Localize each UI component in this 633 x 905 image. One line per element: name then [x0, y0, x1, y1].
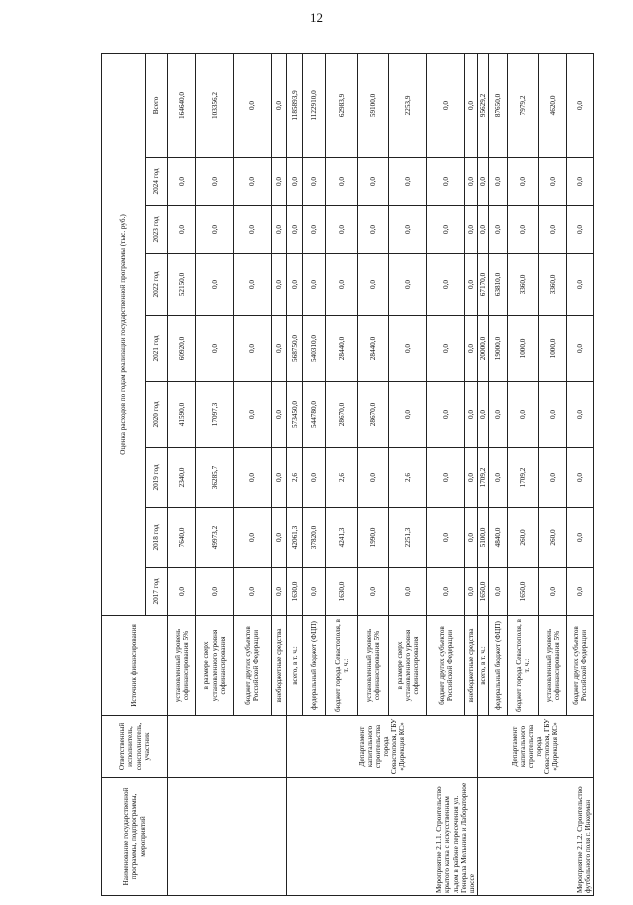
- value-cell: 0,0: [233, 254, 271, 316]
- header-year: 2021 год: [146, 316, 168, 382]
- value-cell: 0,0: [358, 206, 388, 254]
- funding-source-cell: установленный уровень софинансирования 5%: [358, 616, 388, 716]
- value-cell: 41590,0: [168, 382, 196, 448]
- funding-source-cell: установленный уровень софинансирования 5%: [539, 616, 566, 716]
- value-cell: 0,0: [465, 508, 478, 568]
- value-cell: 0,0: [271, 254, 287, 316]
- value-cell: 28440,0: [325, 316, 357, 382]
- value-cell: 0,0: [566, 382, 593, 448]
- value-cell: 0,0: [271, 206, 287, 254]
- value-cell: 42061,3: [287, 508, 303, 568]
- value-cell: 0,0: [427, 53, 465, 157]
- funding-source-cell: бюджет города Севастополя, в т. ч.:: [325, 616, 357, 716]
- header-estimate: Оценка расходов по годам реализации государственной программы (тыс. руб.): [102, 53, 146, 615]
- funding-source-cell: бюджет других субъектов Российской Федерации: [566, 616, 593, 716]
- funding-source-cell: бюджет других субъектов Российской Федерации: [233, 616, 271, 716]
- value-cell: 0,0: [271, 382, 287, 448]
- funding-source-cell: бюджет города Севастополя, в т. ч.:: [508, 616, 539, 716]
- value-cell: 4241,3: [325, 508, 357, 568]
- funding-source-cell: бюджет других субъектов Российской Федерации: [427, 616, 465, 716]
- value-cell: 0,0: [271, 158, 287, 206]
- value-cell: 0,0: [287, 206, 303, 254]
- value-cell: 540310,0: [302, 316, 325, 382]
- value-cell: 260,0: [539, 508, 566, 568]
- value-cell: 0,0: [489, 382, 508, 448]
- funding-source-cell: федеральный бюджет (ФЦП): [489, 616, 508, 716]
- value-cell: 0,0: [539, 448, 566, 508]
- value-cell: 0,0: [566, 206, 593, 254]
- value-cell: 3360,0: [539, 254, 566, 316]
- value-cell: 0,0: [302, 158, 325, 206]
- value-cell: 67170,0: [477, 254, 489, 316]
- value-cell: 7979,2: [508, 53, 539, 157]
- value-cell: 0,0: [427, 382, 465, 448]
- value-cell: 2340,0: [168, 448, 196, 508]
- value-cell: 0,0: [465, 158, 478, 206]
- value-cell: 0,0: [539, 568, 566, 616]
- value-cell: 0,0: [489, 206, 508, 254]
- value-cell: 0,0: [196, 206, 234, 254]
- value-cell: 0,0: [508, 206, 539, 254]
- value-cell: 0,0: [489, 448, 508, 508]
- value-cell: 1122910,0: [302, 53, 325, 157]
- value-cell: 52150,0: [168, 254, 196, 316]
- value-cell: 0,0: [566, 568, 593, 616]
- value-cell: 260,0: [508, 508, 539, 568]
- value-cell: 0,0: [233, 508, 271, 568]
- value-cell: 0,0: [566, 316, 593, 382]
- value-cell: 0,0: [388, 316, 427, 382]
- value-cell: 0,0: [358, 568, 388, 616]
- value-cell: 0,0: [233, 53, 271, 157]
- value-cell: 0,0: [388, 254, 427, 316]
- value-cell: 0,0: [233, 316, 271, 382]
- value-cell: 0,0: [287, 158, 303, 206]
- header-executor: Ответственный исполнитель, соисполнитель, участник: [102, 716, 168, 778]
- value-cell: 0,0: [427, 206, 465, 254]
- header-name: Наименование государственной программы, подпрограммы, мероприятий: [102, 778, 168, 896]
- header-year: 2017 год: [146, 568, 168, 616]
- value-cell: 1709,2: [477, 448, 489, 508]
- value-cell: 0,0: [271, 316, 287, 382]
- value-cell: 0,0: [427, 508, 465, 568]
- value-cell: 0,0: [477, 158, 489, 206]
- table-row: [287, 53, 303, 895]
- value-cell: 0,0: [233, 568, 271, 616]
- header-year: 2024 год: [146, 158, 168, 206]
- value-cell: 1000,0: [508, 316, 539, 382]
- value-cell: 0,0: [539, 382, 566, 448]
- funding-source-cell: внебюджетные средства: [271, 616, 287, 716]
- value-cell: 573450,0: [287, 382, 303, 448]
- value-cell: 0,0: [168, 158, 196, 206]
- table-row: [477, 53, 489, 895]
- value-cell: 0,0: [271, 448, 287, 508]
- value-cell: 0,0: [233, 382, 271, 448]
- value-cell: 1630,0: [325, 568, 357, 616]
- funding-source-cell: внебюджетные средства: [465, 616, 478, 716]
- value-cell: 0,0: [358, 448, 388, 508]
- value-cell: 0,0: [233, 158, 271, 206]
- value-cell: 0,0: [477, 382, 489, 448]
- value-cell: 0,0: [465, 382, 478, 448]
- value-cell: 49973,2: [196, 508, 234, 568]
- value-cell: 0,0: [489, 568, 508, 616]
- page-number: 12: [310, 10, 323, 25]
- event-name-cell: Мероприятие 2.1.1. Строительство крытого катка с искусственным льдом в районе пересечения ул. Генерала Мельника и Лабораторное шоссе: [287, 778, 477, 896]
- rotated-table-wrapper: [101, 54, 594, 896]
- value-cell: 0,0: [465, 316, 478, 382]
- value-cell: 7640,0: [168, 508, 196, 568]
- value-cell: 20000,0: [477, 316, 489, 382]
- value-cell: 0,0: [566, 53, 593, 157]
- value-cell: 0,0: [465, 254, 478, 316]
- value-cell: 17097,3: [196, 382, 234, 448]
- value-cell: 0,0: [566, 254, 593, 316]
- event-name-cell: Мероприятие 2.1.2. Строительство футбольного поля г. Инкерман: [477, 778, 593, 896]
- funding-source-cell: всего, в т. ч.:: [287, 616, 303, 716]
- executor-cell: [168, 716, 287, 778]
- value-cell: 544780,0: [302, 382, 325, 448]
- value-cell: 1630,0: [287, 568, 303, 616]
- executor-cell: Департамент капитального строительства города Севастополя, ГБУ «Дирекция КС»: [287, 716, 477, 778]
- value-cell: 0,0: [427, 316, 465, 382]
- budget-table: [101, 53, 594, 896]
- value-cell: 0,0: [168, 568, 196, 616]
- header-year: 2022 год: [146, 254, 168, 316]
- value-cell: 28670,0: [325, 382, 357, 448]
- value-cell: 0,0: [325, 158, 357, 206]
- value-cell: 1000,0: [539, 316, 566, 382]
- value-cell: 3360,0: [508, 254, 539, 316]
- value-cell: 0,0: [388, 158, 427, 206]
- value-cell: 62983,9: [325, 53, 357, 157]
- funding-source-cell: установленный уровень софинансирования 5%: [168, 616, 196, 716]
- value-cell: 2,6: [388, 448, 427, 508]
- value-cell: 0,0: [427, 568, 465, 616]
- value-cell: 1990,0: [358, 508, 388, 568]
- value-cell: 0,0: [465, 53, 478, 157]
- value-cell: 568750,0: [287, 316, 303, 382]
- value-cell: 19000,0: [489, 316, 508, 382]
- value-cell: 103356,2: [196, 53, 234, 157]
- value-cell: 0,0: [388, 568, 427, 616]
- header-year: 2018 год: [146, 508, 168, 568]
- funding-source-cell: в размере сверх установленного уровня софинансирования: [196, 616, 234, 716]
- value-cell: 87650,0: [489, 53, 508, 157]
- value-cell: 0,0: [427, 158, 465, 206]
- value-cell: 0,0: [196, 254, 234, 316]
- value-cell: 0,0: [465, 568, 478, 616]
- funding-source-cell: всего, в т. ч.:: [477, 616, 489, 716]
- value-cell: 2,6: [287, 448, 303, 508]
- value-cell: 0,0: [302, 254, 325, 316]
- value-cell: 1185893,9: [287, 53, 303, 157]
- value-cell: 0,0: [233, 206, 271, 254]
- value-cell: 0,0: [489, 158, 508, 206]
- value-cell: 1650,0: [508, 568, 539, 616]
- value-cell: 0,0: [427, 254, 465, 316]
- value-cell: 5100,0: [477, 508, 489, 568]
- header-year: 2023 год: [146, 206, 168, 254]
- value-cell: 0,0: [388, 206, 427, 254]
- table-row: [168, 53, 196, 895]
- value-cell: 95629,2: [477, 53, 489, 157]
- value-cell: 0,0: [302, 206, 325, 254]
- header-year: 2020 год: [146, 382, 168, 448]
- value-cell: 0,0: [287, 254, 303, 316]
- value-cell: 0,0: [358, 254, 388, 316]
- value-cell: 2251,3: [388, 508, 427, 568]
- value-cell: 2,6: [325, 448, 357, 508]
- value-cell: 0,0: [196, 158, 234, 206]
- value-cell: 0,0: [465, 206, 478, 254]
- value-cell: 0,0: [271, 568, 287, 616]
- value-cell: 36285,7: [196, 448, 234, 508]
- value-cell: 0,0: [566, 448, 593, 508]
- value-cell: 0,0: [168, 206, 196, 254]
- value-cell: 0,0: [233, 448, 271, 508]
- value-cell: 60920,0: [168, 316, 196, 382]
- value-cell: 0,0: [539, 158, 566, 206]
- funding-source-cell: федеральный бюджет (ФЦП): [302, 616, 325, 716]
- value-cell: 2253,9: [388, 53, 427, 157]
- value-cell: 28670,0: [358, 382, 388, 448]
- value-cell: 28440,0: [358, 316, 388, 382]
- event-name-cell: [168, 778, 287, 896]
- value-cell: 37820,0: [302, 508, 325, 568]
- value-cell: 0,0: [271, 53, 287, 157]
- value-cell: 4620,0: [539, 53, 566, 157]
- value-cell: 0,0: [302, 448, 325, 508]
- value-cell: 1650,0: [477, 568, 489, 616]
- value-cell: 0,0: [358, 158, 388, 206]
- header-year: 2019 год: [146, 448, 168, 508]
- value-cell: 59100,0: [358, 53, 388, 157]
- value-cell: 0,0: [477, 206, 489, 254]
- value-cell: 0,0: [508, 382, 539, 448]
- value-cell: 0,0: [427, 448, 465, 508]
- value-cell: 164640,0: [168, 53, 196, 157]
- funding-source-cell: в размере сверх установленного уровня софинансирования: [388, 616, 427, 716]
- value-cell: 0,0: [539, 206, 566, 254]
- executor-cell: Департамент капитального строительства города Севастополя, ГБУ «Дирекция КС»: [477, 716, 593, 778]
- value-cell: 0,0: [566, 508, 593, 568]
- value-cell: 0,0: [388, 382, 427, 448]
- value-cell: 1709,2: [508, 448, 539, 508]
- header-source: Источник финансирования: [102, 616, 168, 716]
- value-cell: 63810,0: [489, 254, 508, 316]
- value-cell: 0,0: [566, 158, 593, 206]
- value-cell: 0,0: [196, 568, 234, 616]
- value-cell: 0,0: [508, 158, 539, 206]
- value-cell: 0,0: [271, 508, 287, 568]
- value-cell: 0,0: [325, 254, 357, 316]
- value-cell: 0,0: [465, 448, 478, 508]
- value-cell: 0,0: [302, 568, 325, 616]
- value-cell: 0,0: [196, 316, 234, 382]
- header-year: Всего: [146, 53, 168, 157]
- value-cell: 0,0: [325, 206, 357, 254]
- value-cell: 4840,0: [489, 508, 508, 568]
